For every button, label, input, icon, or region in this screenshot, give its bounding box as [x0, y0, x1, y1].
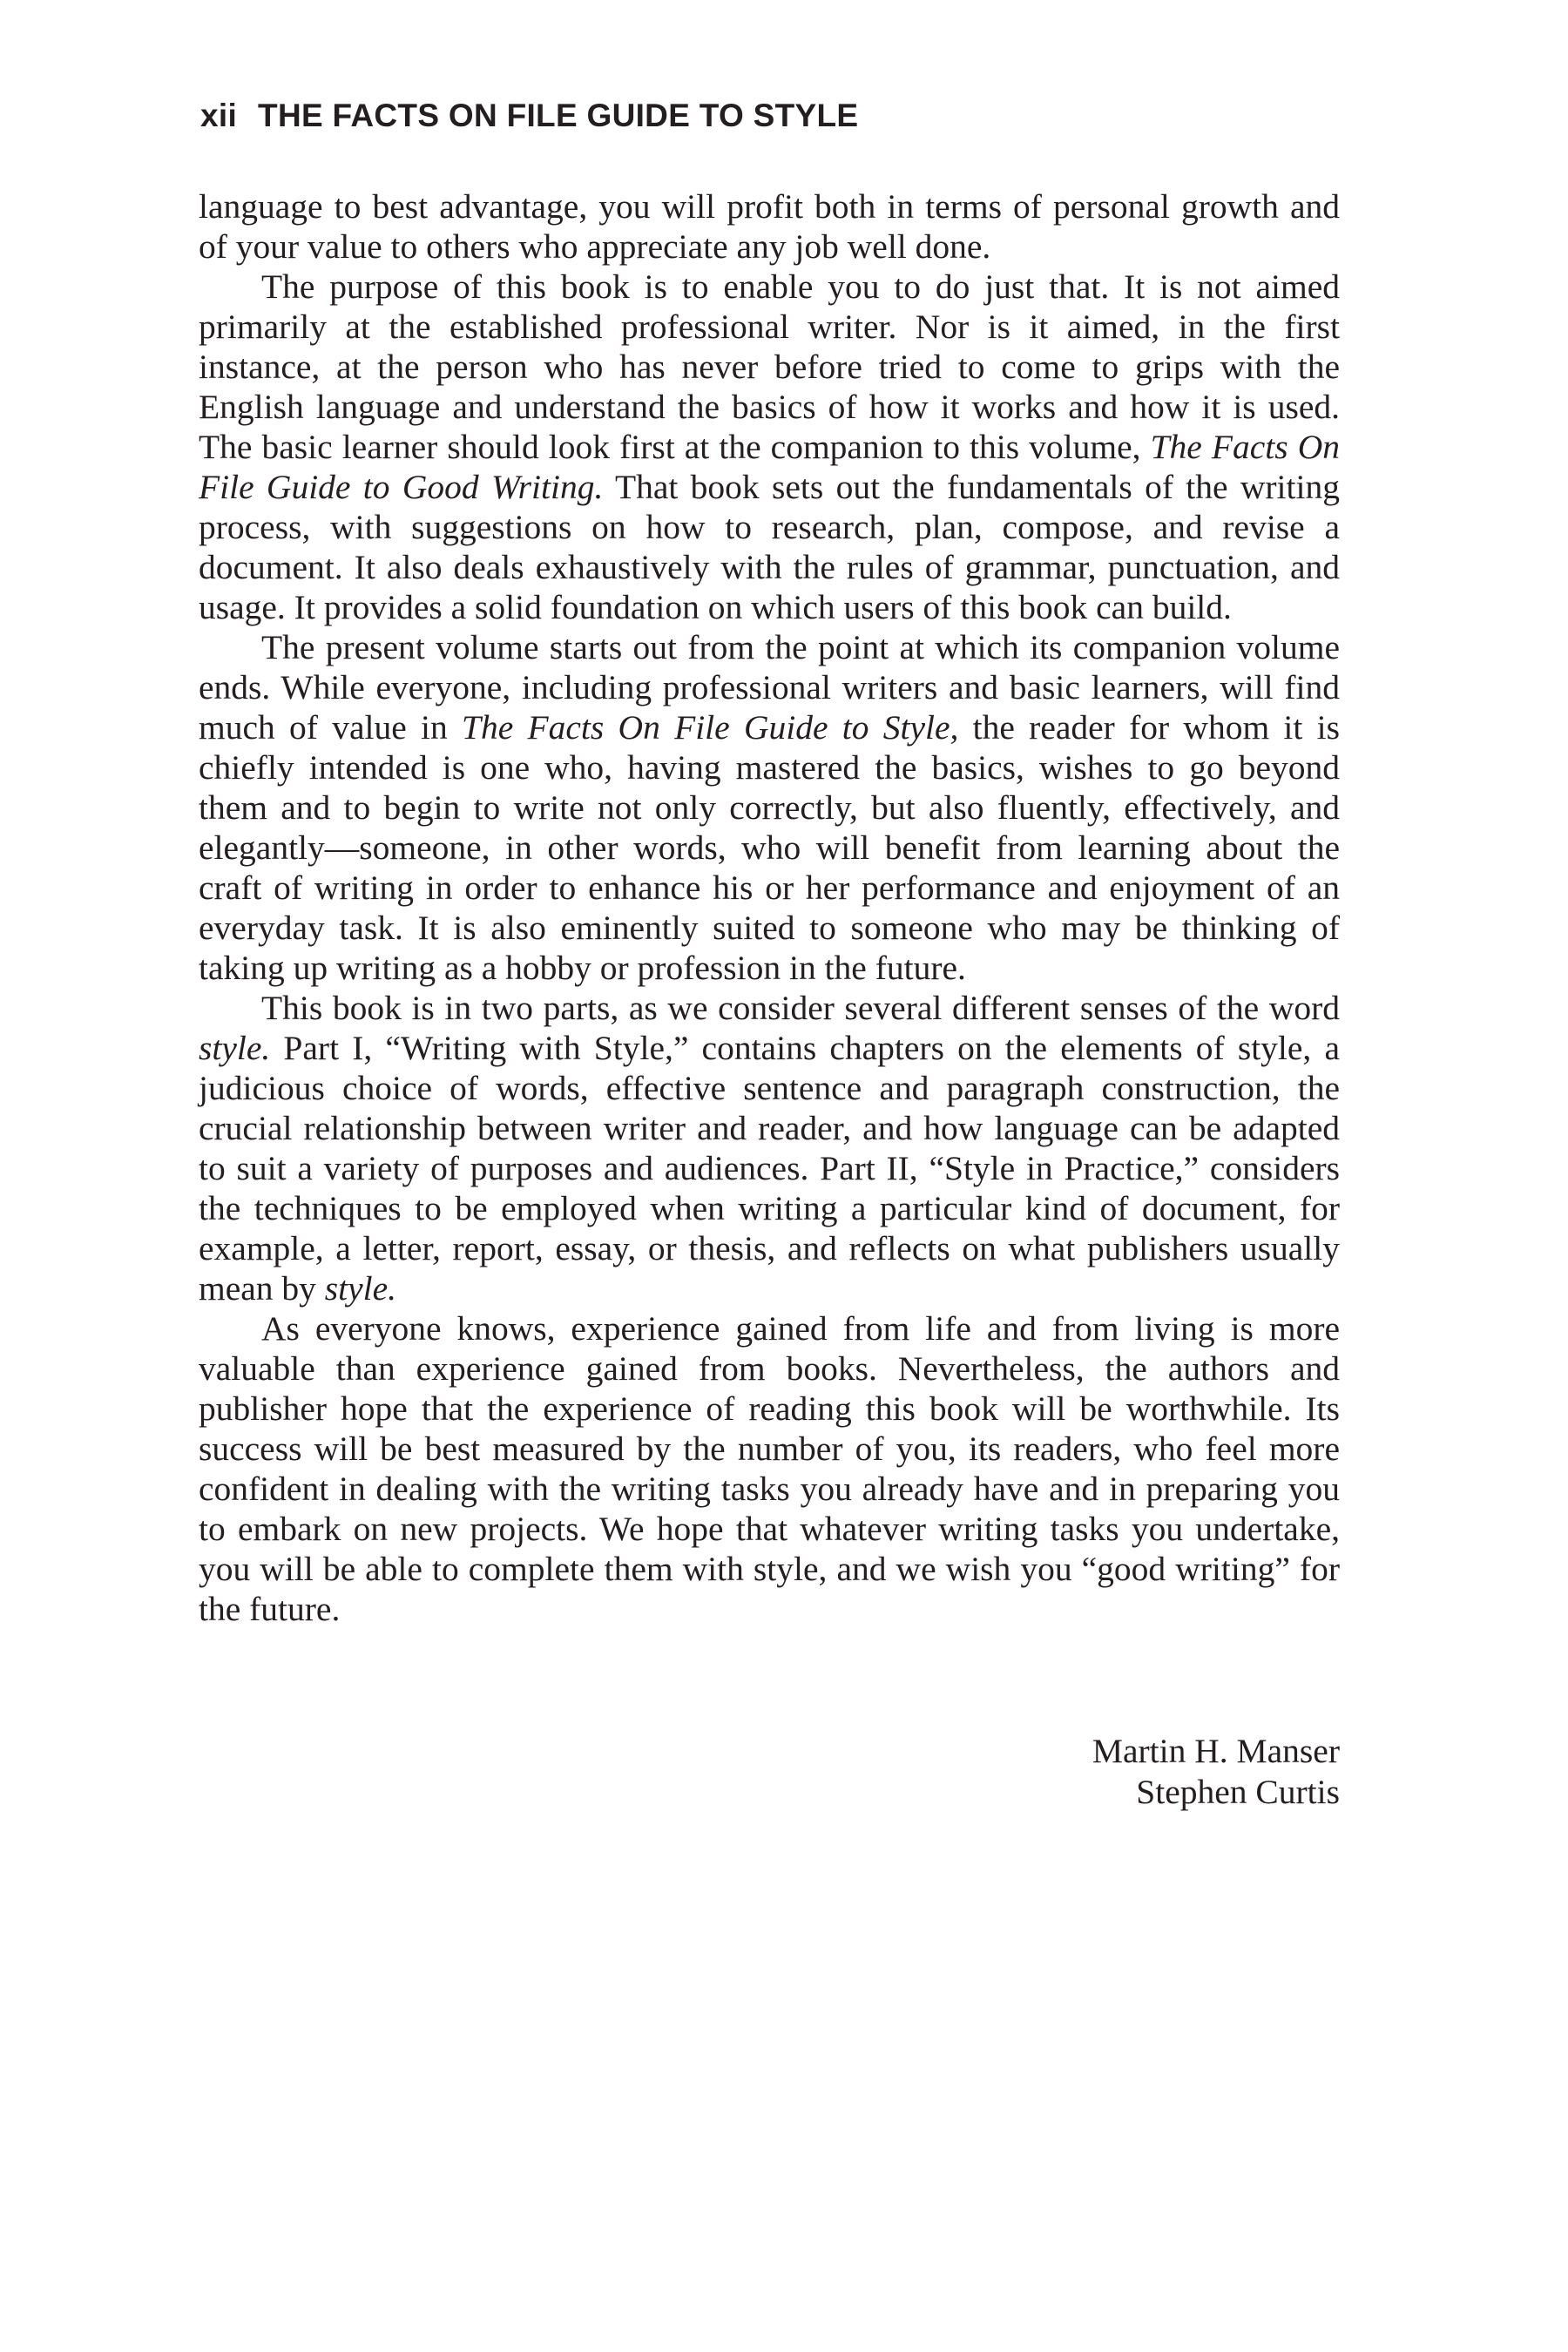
paragraph-2-text-after: That book sets out the fundamentals of the writing process, with suggestions on how to research, plan, compose, and revise a document. It also deals exhaustively with the rules of grammar, punctuation, and usage. It provides a solid foundation on which users of this book can build.: [199, 468, 1340, 626]
page-number: xii: [200, 98, 238, 133]
paragraph-3-text-before: The present volume starts out from the point at which its companion volume ends. While everyone, including professional writers and basic learners, will find much of value in: [199, 628, 1340, 747]
body-text: [199, 186, 1340, 1629]
italic-term-style: style.: [199, 1029, 271, 1067]
paragraph-1-text: language to best advantage, you will profit both in terms of personal growth and of your value to others who appreciate any job well done.: [199, 187, 1340, 266]
paragraph-2: [199, 267, 1340, 627]
paragraph-5: [199, 1308, 1340, 1629]
paragraph-4: [199, 988, 1340, 1308]
author-name-2: Stephen Curtis: [1136, 1773, 1340, 1811]
author-signatures: [199, 1731, 1340, 1813]
book-title-good-writing: The Facts On File Guide to Good Writing.: [199, 428, 1340, 506]
running-title: THE FACTS ON FILE GUIDE TO STYLE: [258, 98, 859, 133]
paragraph-4-text-before: This book is in two parts, as we consider several different senses of the word: [261, 989, 1340, 1027]
paragraph-3: [199, 627, 1340, 988]
paragraph-3-text-after: the reader for whom it is chiefly intended is one who, having mastered the basics, wishes to go beyond them and to begin to write not only correctly, but also fluently, effectively, and elegantly—someone, in other words, who will benefit from learning about the craft of writing in order to enhance his or her performance and enjoyment of an everyday task. It is also eminently suited to someone who may be thinking of taking up writing as a hobby or profession in the future.: [199, 708, 1340, 987]
book-title-guide-to-style: The Facts On File Guide to Style,: [462, 708, 959, 747]
italic-term-style-2: style.: [324, 1269, 397, 1308]
paragraph-5-text: As everyone knows, experience gained from life and from living is more valuable than experience gained from books. Nevertheless, the authors and publisher hope that the experience of reading this book will be worthwhile. Its success will be best measured by the number of you, its readers, who feel more confident in dealing with the writing tasks you already have and in preparing you to embark on new projects. We hope that whatever writing tasks you undertake, you will be able to complete them with style, and we wish you “good writing” for the future.: [199, 1309, 1340, 1628]
running-head: [200, 98, 858, 134]
author-name-1: Martin H. Manser: [1092, 1732, 1340, 1770]
paragraph-1: [199, 186, 1340, 267]
paragraph-4-text-middle: Part I, “Writing with Style,” contains chapters on the elements of style, a judicious choice of words, effective sentence and paragraph construction, the crucial relationship between writer and reader, and how language can be adapted to suit a variety of purposes and audiences. Part II, “Style in Practice,” considers the techniques to be employed when writing a particular kind of document, for example, a letter, report, essay, or thesis, and reflects on what publishers usually mean by: [199, 1029, 1340, 1308]
paragraph-2-text-before: The purpose of this book is to enable you to do just that. It is not aimed primarily at the established professional writer. Nor is it aimed, in the first instance, at the person who has never before tried to come to grips with the English language and understand the basics of how it works and how it is used. The basic learner should look first at the companion to this volume,: [199, 267, 1340, 466]
